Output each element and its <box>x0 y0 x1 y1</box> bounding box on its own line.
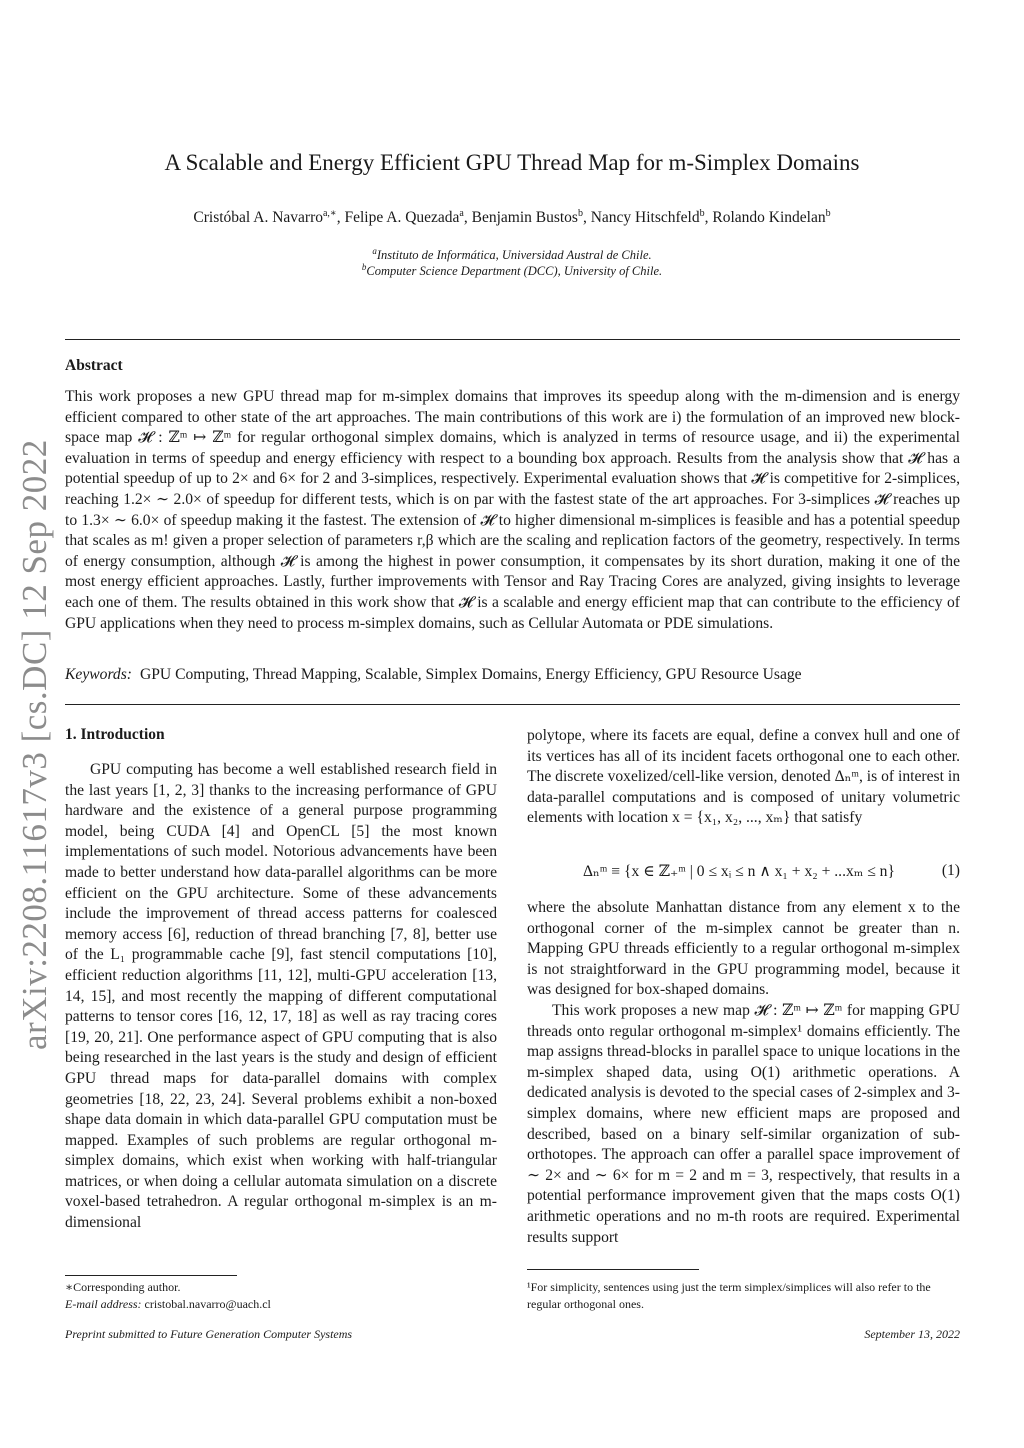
bottom-divider <box>65 704 960 705</box>
footnote-rule-left <box>65 1275 237 1276</box>
keywords-text: GPU Computing, Thread Mapping, Scalable, Simplex Domains, Energy Efficiency, GPU Resource Usage <box>140 666 802 683</box>
author-mark: b <box>577 208 583 219</box>
abstract-text: This work proposes a new GPU thread map for m-simplex domains that improves its speedup along with the m-dimension and is energy efficient compared to other state of the art approaches. The main contributions of this work are i) the formulation of an improved new block-space map 𝓗 : ℤᵐ ↦ ℤᵐ for regular orthogonal simplex domains, which is analyzed in terms of resource usage, and ii) the experimental evaluation in terms of speedup and energy efficiency with respect to a bounding box approach. Results from the analysis show that 𝓗 has a potential speedup of up to 2× and 6× for 2 and 3-simplices, respectively. Experimental evaluation shows that 𝓗 is competitive for 2-simplices, reaching 1.2× ∼ 2.0× of speedup for different tests, which is on par with the fastest state of the art approaches. For 3-simplices 𝓗 reaches up to 1.3× ∼ 6.0× of speedup making it the fastest. The extension of 𝓗 to higher dimensional m-simplices is feasible and has a potential speedup that scales as m! given a proper selection of parameters r,β which are the scaling and replication factors of the geometry, respectively. In terms of energy consumption, although 𝓗 is among the highest in power consumption, it compensates by its short duration, making it one of the most energy efficient approaches. Lastly, further improvements with Tensor and Ray Tracing Cores are analyzed, giving insights to leverage each one of them. The results obtained in this work show that 𝓗 is a scalable and energy efficient map that can contribute to the efficiency of GPU applications when they need to process m-simplex domains, such as Cellular Automata or PDE simulations. <box>65 388 960 632</box>
intro-right-column-part-1: polytope, where its facets are equal, define a convex hull and one of its vertices has all of its incident facets orthogonal one to each other. The discrete voxelized/cell-like version, denoted Δₙᵐ, is of interest in data-parallel computations and is composed of unitary volumetric elements with location x = {x₁, x₂, ..., xₘ} that satisfy <box>527 727 960 827</box>
keywords-label: Keywords: <box>65 666 132 683</box>
email-label: E-mail address: <box>65 1297 142 1311</box>
author-mark: a,∗ <box>322 208 337 219</box>
author-name: Felipe A. Quezada <box>344 209 460 227</box>
affiliation-text: Instituto de Informática, Universidad Austral de Chile. <box>376 248 652 263</box>
affiliation <box>0 262 1024 279</box>
author-name: Rolando Kindelan <box>712 209 826 227</box>
affiliation-mark: a <box>372 246 377 256</box>
affiliation-mark: b <box>361 262 367 272</box>
intro-left-column: GPU computing has become a well established research field in the last years [1, 2, 3] thanks to the increasing performance of GPU hardware and the existence of a general purpose programming model, being CUDA [4] and OpenCL [5] the most known implementations of such model. Notorious advancements have been made to better understand how data-parallel algorithms can be more efficient on the GPU architecture. Some of these advancements include the improvement of thread access patterns for coalesced memory access [6], reduction of thread branching [7, 8], better use of the L₁ programmable cache [9], fast stencil computations [10], efficient reduction algorithms [11, 12], multi-GPU acceleration [13, 14, 15], and most recently the mapping of different computational patterns to tensor cores [16, 12, 17, 18] as well as ray tracing cores [19, 20, 21]. One performance aspect of GPU computing that is also being researched in the last years is the study and design of efficient GPU thread maps for data-parallel domains with complex geometries [18, 22, 23, 24]. Several problems exhibit a non-boxed shape data domain in which data-parallel GPU computation must be mapped. Examples of such problems are regular orthogonal m-simplex domains, which exist when working with half-triangular matrices, or when doing a cellular automata simulation on a discrete voxel-based tetrahedron. A regular orthogonal m-simplex is an m-dimensional <box>65 761 497 1232</box>
footnote-simplex: ¹For simplicity, sentences using just the term simplex/simplices will also refer to the regular orthogonal ones. <box>527 1280 931 1311</box>
affiliation-text: Computer Science Department (DCC), University of Chile. <box>366 264 663 279</box>
author-list: Cristóbal A. Navarro$^{a,∗}$, Felipe A. Quezada$^a$, Benjamin Bustos$^b$, Nancy Hitschfeld$^b$, Rolando Kindelan$^b$ <box>193 208 831 227</box>
footer-date: September 13, 2022 <box>864 1327 960 1341</box>
footnote-email <box>65 1296 271 1313</box>
intro-right-column-part-3: This work proposes a new map 𝓗 : ℤᵐ ↦ ℤᵐ for mapping GPU threads onto regular orthogonal m-simplex¹ domains efficiently. The map assigns thread-blocks in parallel space to unique locations in the m-simplex shaped data, using O(1) arithmetic operations. A dedicated analysis is devoted to the special cases of 2-simplex and 3-simplex domains, where new efficient maps are proposed and described, based on a binary self-similar organization of sub-orthotopes. The approach can offer a parallel space improvement of ∼ 2× and ∼ 6× for m = 2 and m = 3, respectively, that results in a potential performance improvement given that the maps costs O(1) arithmetic operations and no m-th roots are required. Experimental results support <box>527 1002 960 1246</box>
intro-right-column-part-2: where the absolute Manhattan distance from any element x to the orthogonal corner of the m-simplex cannot be greater than n. Mapping GPU threads efficiently to a regular orthogonal m-simplex is not straightforward in the GPU programming model, because it was designed for box-shaped domains. <box>527 899 960 999</box>
author-mark: a <box>459 208 464 219</box>
equation-1 <box>527 862 960 886</box>
section-heading-introduction: 1. Introduction <box>65 726 165 743</box>
equation-number: (1) <box>941 862 960 879</box>
keywords <box>65 666 960 684</box>
paper-title: A Scalable and Energy Efficient GPU Thread Map for m-Simplex Domains <box>164 150 860 175</box>
author-mark: b <box>699 208 705 219</box>
arxiv-identifier: arXiv:2208.11617v3 [cs.DC] 12 Sep 2022 <box>15 439 54 1050</box>
author-mark: b <box>825 208 831 219</box>
affiliation <box>0 246 1024 263</box>
abstract-heading: Abstract <box>65 357 123 374</box>
email-address[interactable]: cristobal.navarro@uach.cl <box>144 1297 271 1311</box>
footer-journal: Preprint submitted to Future Generation Computer Systems <box>65 1327 353 1341</box>
footnote-rule-right <box>527 1269 699 1270</box>
equation-body: Δₙᵐ ≡ {x ∈ ℤ₊ᵐ | 0 ≤ xᵢ ≤ n ∧ x₁ + x₂ + ...xₘ ≤ n} <box>583 863 895 880</box>
footnote-corresponding: ∗Corresponding author. <box>65 1280 181 1294</box>
author-name: Nancy Hitschfeld <box>590 209 700 227</box>
author-name: Cristóbal A. Navarro <box>193 209 323 227</box>
author-name: Benjamin Bustos <box>471 209 578 227</box>
top-divider <box>65 339 960 340</box>
